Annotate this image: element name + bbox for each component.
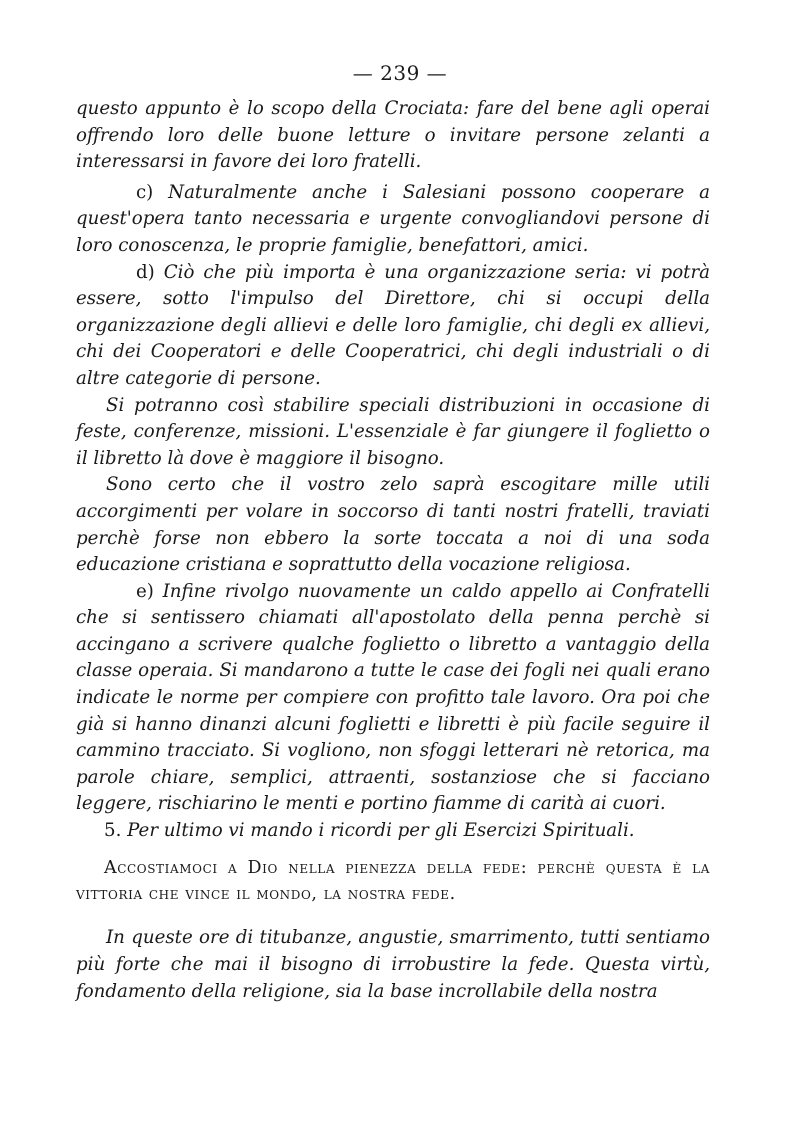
smallcaps-heading: Accostiamoci a Dio nella pienezza della fede: perchè questa è la vittoria che vince il mondo, la nostra fede. <box>76 857 710 905</box>
document-page <box>76 60 710 1005</box>
section-number: 5. <box>104 820 122 842</box>
section-heading <box>76 818 710 845</box>
paragraph-distribuzioni: Si potranno così stabilire speciali distribuzioni in occasione di feste, conferenze, missioni. L'essenziale è far giungere il foglietto o il libretto là dove è maggiore il bisogno. <box>76 394 710 469</box>
paragraph-crociata: questo appunto è lo scopo della Crociata: fare del bene agli operai offrendo loro delle buone letture o invitare persone zelanti a interessarsi in favore dei loro fratelli. <box>76 98 710 173</box>
section-title: Per ultimo vi mando i ricordi per gli Esercizi Spirituali. <box>121 820 635 842</box>
item-marker-d: d) <box>136 261 155 283</box>
paragraph-c <box>76 180 710 260</box>
paragraph-e <box>76 579 710 818</box>
paragraph-c-text: Naturalmente anche i Salesiani possono cooperare a quest'opera tanto necessaria e urgente convogliandovi persone di loro conoscenza, le proprie famiglie, benefattori, amici. <box>76 181 710 256</box>
paragraph-e-text: Infine rivolgo nuovamente un caldo appello ai Confratelli che si sentissero chiamati all'apostolato della penna perchè si accingano a scrivere qualche foglietto o libretto a vantaggio della classe operaia. Si mandarono a tutte le case dei fogli nei quali erano indicate le norme per compiere con profitto tale lavoro. Ora poi che già si hanno dinanzi alcuni foglietti e libretti è più facile seguire il cammino tracciato. Si vogliono, non sfoggi letterari nè retorica, ma parole chiare, semplici, attraenti, sostanziose che si facciano leggere, rischiarino le menti e portino fiamme di carità ai cuori. <box>76 580 710 815</box>
page-number: — 239 — <box>352 61 448 85</box>
paragraph-d <box>76 260 710 393</box>
paragraph-d-text: Ciò che più importa è una organizzazione seria: vi potrà essere, sotto l'impulso del Direttore, chi si occupi della organizzazione degli allievi e delle loro famiglie, chi degli ex allievi, chi dei Cooperatori e delle Cooperatrici, chi degli industriali o di altre categorie di persone. <box>76 261 710 389</box>
paragraph-fede: In queste ore di titubanze, angustie, smarrimento, tutti sentiamo più forte che mai il bisogno di irrobustire la fede. Questa virtù, fondamento della religione, sia la base incrollabile della nostra <box>76 927 710 1002</box>
paragraph-zelo: Sono certo che il vostro zelo saprà escogitare mille utili accorgimenti per volare in soccorso di tanti nostri fratelli, traviati perchè forse non ebbero la sorte toccata a noi di una soda educazione cristiana e soprattutto della vocazione religiosa. <box>76 474 710 576</box>
item-marker-c: c) <box>136 181 154 203</box>
item-marker-e: e) <box>136 580 154 602</box>
